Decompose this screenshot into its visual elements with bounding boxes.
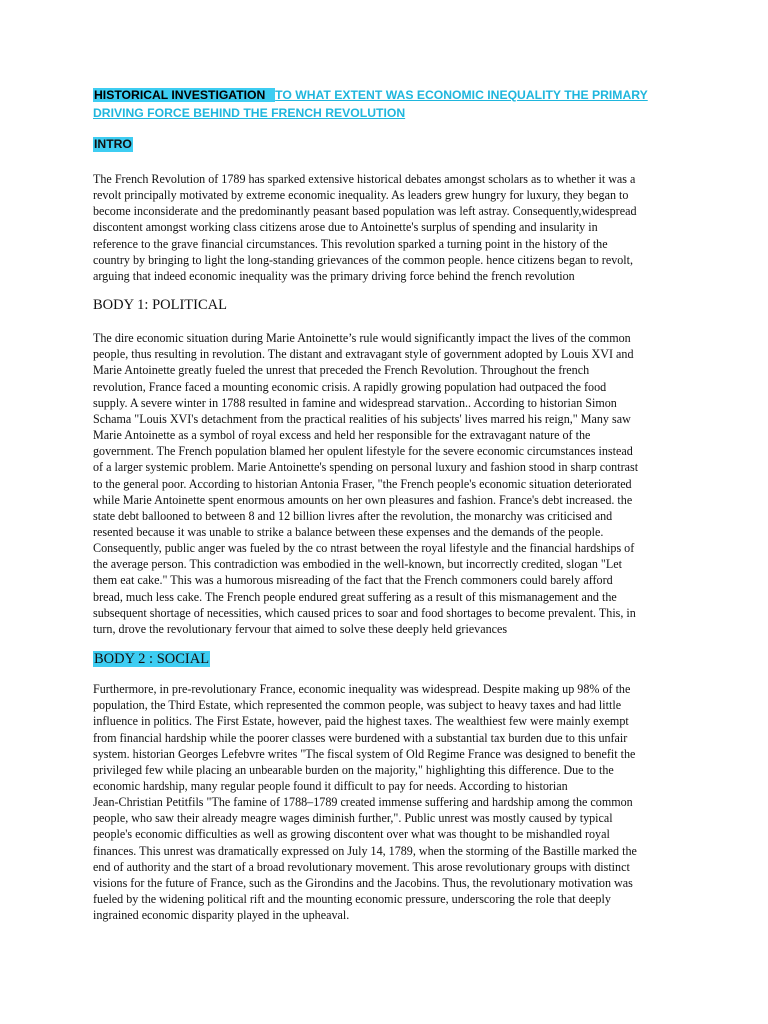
text-line: supply. A severe winter in 1788 resulted in famine and widespread starvation.. According to historian Simon (93, 395, 617, 410)
text-line: Marie Antoinette greatly fueled the unrest that preceded the French Revolution. Throughout the french (93, 363, 590, 378)
body-1-section (93, 296, 678, 637)
research-question-part-1: TO WHAT EXTENT WAS ECONOMIC INEQUALITY THE PRIMARY (275, 88, 648, 102)
heading-line-2 (93, 104, 678, 122)
text-line: system. historian Georges Lefebvre writes "The fiscal system of Old Regime France was designed to benefit the (93, 746, 636, 761)
text-line: while Marie Antoinette spent enormous amounts on her own pleasures and fashion. France's debt increased. the (93, 492, 633, 507)
body-2-title-text: BODY 2 : SOCIAL (94, 651, 210, 668)
text-line: Jean-Christian Petitfils "The famine of 1788–1789 created immense suffering and hardship among the common (93, 795, 633, 810)
intro-paragraph (93, 171, 678, 284)
text-line: economic hardship, many regular people found it difficult to pay for needs. According to historian (93, 779, 568, 793)
text-line: the average person. This contradiction was embodied in the well-known, but incorrectly credited, slogan "Let (93, 557, 622, 572)
heading-label: HISTORICAL INVESTIGATION (94, 88, 266, 102)
text-line: subsequent shortage of necessities, which caused prices to soar and food shortages to become prevalent. This, in (93, 605, 636, 620)
text-line: Schama "Louis XVI's detachment from the practical realities of his subjects' lives marred his reign," Many saw (93, 411, 631, 426)
text-line: population, the Third Estate, which represented the common people, was subject to heavy taxes and had little (93, 698, 622, 713)
text-line: people, thus resulting in revolution. The distant and extravagant style of government adopted by Louis XVI and (93, 347, 634, 362)
text-line: them eat cake." This was a humorous misreading of the fact that the French commoners could barely afford (93, 573, 613, 588)
text-line: revolution, France faced a mounting economic crisis. A rapidly growing population had outpaced the food (93, 379, 607, 394)
text-line: ingrained economic disparity played in the upheaval. (93, 908, 350, 923)
body-2-paragraph (93, 681, 678, 923)
text-line: turn, drove the revolutionary fervour that aimed to solve these deeply held grievances (93, 621, 508, 636)
text-line: end of authority and the start of a broad revolutionary movement. This arose revolutionary groups with distinct (93, 859, 630, 874)
document-page (93, 86, 678, 923)
text-line: reference to the grave financial circumstances. This revolution sparked a turning point in the history of the (93, 236, 608, 251)
intro-section (93, 122, 678, 284)
text-line: fueled by the widening political rift and the mounting economic pressure, underscoring the role that deeply (93, 892, 611, 907)
text-line: influence in politics. The First Estate, however, paid the highest taxes. The wealthiest few were mainly exempt (93, 714, 629, 729)
text-line: Furthermore, in pre-revolutionary France, economic inequality was widespread. Despite making up 98% of the (93, 682, 631, 697)
text-line: of a larger systemic problem. Marie Antoinette's spending on personal luxury and fashion stood in sharp contrast (93, 460, 639, 475)
body-2-title (93, 650, 678, 668)
text-line: government. The French population blamed her opulent lifestyle for the severe economic circumstances instead (93, 444, 633, 459)
heading-line-1 (93, 86, 678, 104)
text-line: arguing that indeed economic inequality was the primary driving force behind the french revolution (93, 268, 575, 283)
text-line: people, who saw their already meagre wages diminish further,". Public unrest was mostly caused by typical (93, 811, 613, 826)
text-line: bread, much less cake. The French people endured great suffering as a result of this mismanagement and the (93, 589, 617, 604)
text-line: The French Revolution of 1789 has sparked extensive historical debates amongst scholars as to whether it was a (93, 172, 636, 186)
text-line: discontent amongst working class citizens arose due to Antoinette's surplus of spending and insularity in (93, 220, 598, 235)
body-1-title: BODY 1: POLITICAL (93, 297, 227, 314)
text-line: The dire economic situation during Marie Antoinette’s rule would significantly impact the lives of the common (93, 331, 631, 346)
intro-label: INTRO (94, 137, 132, 151)
text-line: visions for the future of France, such as the Girondins and the Jacobins. Thus, the revolutionary motivation was (93, 875, 633, 890)
text-line: Consequently, public anger was fueled by the co ntrast between the royal lifestyle and the financial hardships of (93, 541, 635, 556)
text-line: become inconsiderate and the predominantly peasant based population was left astray. Consequently,widespread (93, 204, 637, 219)
heading-highlight-gap (266, 88, 275, 102)
text-line: state debt ballooned to between 8 and 12 billion livres after the revolution, the monarchy was criticised and (93, 508, 613, 523)
body-1-paragraph (93, 330, 678, 637)
text-line: privileged few while placing an unbearable burden on the majority," highlighting this difference. Due to the (93, 762, 614, 777)
research-question-part-2: DRIVING FORCE BEHIND THE FRENCH REVOLUTION (93, 106, 406, 120)
text-line: from financial hardship while the poorer classes were burdened with a substantial tax burden due to this unfair (93, 730, 628, 745)
text-line: finances. This unrest was dramatically expressed on July 14, 1789, when the storming of the Bastille marked the (93, 843, 637, 858)
text-line: Marie Antoinette as a symbol of royal excess and held her responsible for the extravagant nature of the (93, 428, 591, 443)
text-line: to the general poor. According to historian Antonia Fraser, "the French people's economic situation deteriorated (93, 476, 632, 491)
essay-heading (93, 86, 678, 122)
text-line: country by bringing to light the long-standing grievances of the common people. hence citizens began to revolt, (93, 252, 634, 267)
text-line: revolt principally motivated by extreme economic inequality. As leaders grew hungry for luxury, they began to (93, 188, 629, 203)
text-line: people's economic difficulties as well as growing discontent over what was thought to be mishandled royal (93, 827, 610, 842)
body-2-section (93, 650, 678, 923)
text-line: resented because it was unable to strike a balance between these expenses and the demands of the people. (93, 524, 604, 539)
